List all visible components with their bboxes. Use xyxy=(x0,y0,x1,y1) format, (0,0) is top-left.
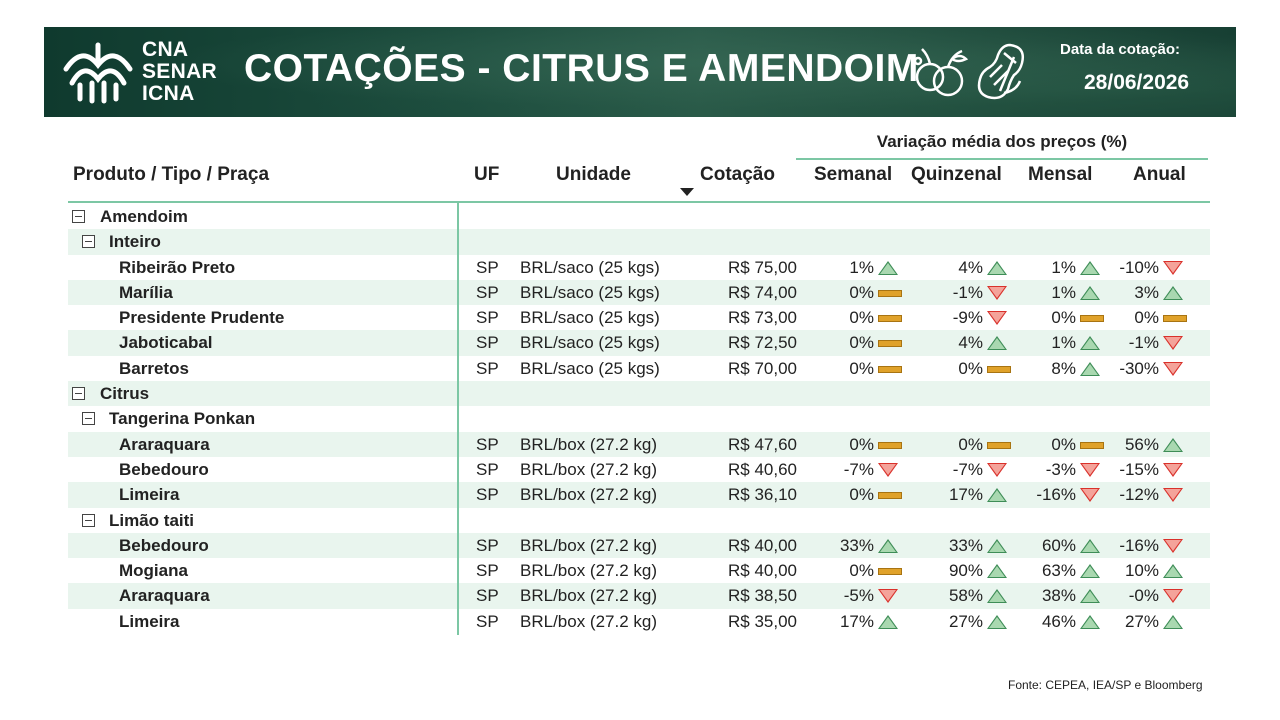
peanut-icon xyxy=(974,41,1030,103)
table-row xyxy=(68,255,1210,280)
page-title: COTAÇÕES - CITRUS E AMENDOIM xyxy=(244,47,919,90)
source-note: Fonte: CEPEA, IEA/SP e Bloomberg xyxy=(1008,678,1203,692)
price-cell: R$ 36,10 xyxy=(728,485,797,505)
table-row xyxy=(68,609,1210,634)
table-row xyxy=(68,280,1210,305)
price-cell: R$ 40,00 xyxy=(728,535,797,555)
flat-bar-icon xyxy=(878,290,902,297)
triangle-down-icon xyxy=(878,463,898,477)
uf-cell: SP xyxy=(476,535,499,555)
quinzenal-pct: -7% xyxy=(952,459,983,479)
unit-cell: BRL/box (27.2 kg) xyxy=(520,611,658,631)
mensal-pct: -16% xyxy=(1036,485,1076,505)
triangle-up-icon xyxy=(987,261,1007,275)
quinzenal-pct: 90% xyxy=(948,561,983,581)
semanal-pct: 0% xyxy=(849,282,874,302)
mensal-pct: 0% xyxy=(1051,308,1076,328)
row-label: Presidente Prudente xyxy=(119,308,285,328)
anual-pct: 3% xyxy=(1134,282,1159,302)
flat-bar-icon xyxy=(1080,315,1104,322)
column-header-anual[interactable]: Anual xyxy=(1133,164,1186,185)
variation-group-header: Variação média dos preços (%) xyxy=(796,132,1208,160)
unit-cell: BRL/saco (25 kgs) xyxy=(520,333,660,353)
triangle-up-icon xyxy=(1080,362,1100,376)
quinzenal-pct: -1% xyxy=(952,282,983,302)
mensal-pct: 60% xyxy=(1041,535,1076,555)
triangle-up-icon xyxy=(987,336,1007,350)
price-cell: R$ 38,50 xyxy=(728,586,797,606)
anual-pct: -30% xyxy=(1119,358,1159,378)
triangle-down-icon xyxy=(1163,261,1183,275)
row-label: Tangerina Ponkan xyxy=(109,409,256,429)
mensal-pct: 8% xyxy=(1051,358,1076,378)
row-label: Barretos xyxy=(119,358,189,378)
semanal-pct: -7% xyxy=(843,459,874,479)
quinzenal-pct: 17% xyxy=(948,485,983,505)
row-label: Jaboticabal xyxy=(119,333,213,353)
unit-cell: BRL/box (27.2 kg) xyxy=(520,535,658,555)
mensal-pct: 63% xyxy=(1041,561,1076,581)
triangle-up-icon xyxy=(1163,615,1183,629)
triangle-down-icon xyxy=(1080,463,1100,477)
anual-pct: -10% xyxy=(1119,257,1159,277)
semanal-pct: 0% xyxy=(849,308,874,328)
price-cell: R$ 35,00 xyxy=(728,611,797,631)
triangle-down-icon xyxy=(987,311,1007,325)
unit-cell: BRL/box (27.2 kg) xyxy=(520,561,658,581)
triangle-up-icon xyxy=(1163,286,1183,300)
price-cell: R$ 74,00 xyxy=(728,282,797,302)
table-row xyxy=(68,356,1210,381)
uf-cell: SP xyxy=(476,308,499,328)
unit-cell: BRL/saco (25 kgs) xyxy=(520,358,660,378)
uf-cell: SP xyxy=(476,611,499,631)
semanal-pct: 17% xyxy=(839,611,874,631)
triangle-down-icon xyxy=(1163,589,1183,603)
row-label: Marília xyxy=(119,282,173,302)
logo-text xyxy=(142,39,217,105)
flat-bar-icon xyxy=(987,442,1011,449)
row-label: Inteiro xyxy=(109,232,161,252)
date-value: 28/06/2026 xyxy=(1084,71,1190,94)
uf-cell: SP xyxy=(476,485,499,505)
row-label: Amendoim xyxy=(100,207,188,226)
triangle-down-icon xyxy=(987,286,1007,300)
quinzenal-pct: 58% xyxy=(948,586,983,606)
triangle-down-icon xyxy=(1163,336,1183,350)
price-cell: R$ 70,00 xyxy=(728,358,797,378)
column-header-semanal[interactable]: Semanal xyxy=(814,164,893,185)
unit-cell: BRL/saco (25 kgs) xyxy=(520,308,660,328)
triangle-up-icon xyxy=(1080,286,1100,300)
unit-cell: BRL/box (27.2 kg) xyxy=(520,586,658,606)
table-row xyxy=(68,432,1210,457)
logo-line: CNA xyxy=(142,38,189,61)
subgroup-row[interactable] xyxy=(68,229,1210,254)
collapse-icon[interactable] xyxy=(72,387,85,400)
column-header-mensal[interactable]: Mensal xyxy=(1028,164,1093,185)
uf-cell: SP xyxy=(476,586,499,606)
flat-bar-icon xyxy=(878,568,902,575)
triangle-up-icon xyxy=(1080,336,1100,350)
mensal-pct: 46% xyxy=(1041,611,1076,631)
uf-cell: SP xyxy=(476,358,499,378)
subgroup-row[interactable] xyxy=(68,508,1210,533)
quinzenal-pct: 33% xyxy=(948,535,983,555)
anual-pct: -12% xyxy=(1119,485,1159,505)
price-cell: R$ 40,60 xyxy=(728,459,797,479)
column-header-cotacao[interactable]: Cotação xyxy=(700,164,775,185)
triangle-down-icon xyxy=(1163,488,1183,502)
unit-cell: BRL/saco (25 kgs) xyxy=(520,282,660,302)
triangle-up-icon xyxy=(878,615,898,629)
mensal-pct: -3% xyxy=(1045,459,1076,479)
semanal-pct: 0% xyxy=(849,333,874,353)
unit-cell: BRL/box (27.2 kg) xyxy=(520,434,658,454)
triangle-up-icon xyxy=(1080,615,1100,629)
flat-bar-icon xyxy=(878,315,902,322)
logo-mark-icon xyxy=(62,39,134,105)
triangle-up-icon xyxy=(987,564,1007,578)
logo-line: SENAR xyxy=(142,60,218,83)
price-cell: R$ 73,00 xyxy=(728,308,797,328)
quinzenal-pct: 0% xyxy=(958,358,983,378)
sort-desc-icon[interactable] xyxy=(680,188,694,196)
triangle-up-icon xyxy=(987,589,1007,603)
table-row xyxy=(68,330,1210,355)
price-cell: R$ 40,00 xyxy=(728,561,797,581)
triangle-up-icon xyxy=(987,488,1007,502)
flat-bar-icon xyxy=(878,492,902,499)
semanal-pct: 33% xyxy=(839,535,874,555)
quinzenal-pct: 4% xyxy=(958,257,983,277)
anual-pct: 27% xyxy=(1124,611,1159,631)
table-row xyxy=(68,457,1210,482)
column-header-uf[interactable]: UF xyxy=(474,164,500,185)
quinzenal-pct: 0% xyxy=(958,434,983,454)
anual-pct: -15% xyxy=(1119,459,1159,479)
triangle-up-icon xyxy=(987,615,1007,629)
mensal-pct: 1% xyxy=(1051,282,1076,302)
collapse-icon[interactable] xyxy=(82,235,95,248)
logo-line: ICNA xyxy=(142,82,195,105)
row-label: Limeira xyxy=(119,611,180,631)
mensal-pct: 1% xyxy=(1051,257,1076,277)
table-body xyxy=(68,204,1210,634)
column-divider xyxy=(457,203,459,635)
row-label: Mogiana xyxy=(119,561,188,581)
quinzenal-pct: 27% xyxy=(948,611,983,631)
triangle-down-icon xyxy=(1163,539,1183,553)
flat-bar-icon xyxy=(878,340,902,347)
table-row xyxy=(68,558,1210,583)
triangle-up-icon xyxy=(878,539,898,553)
triangle-up-icon xyxy=(1080,539,1100,553)
triangle-up-icon xyxy=(1080,564,1100,578)
uf-cell: SP xyxy=(476,434,499,454)
row-label: Bebedouro xyxy=(119,535,209,555)
subgroup-row[interactable] xyxy=(68,406,1210,431)
anual-pct: 56% xyxy=(1124,434,1159,454)
column-header-unidade[interactable]: Unidade xyxy=(556,164,631,185)
row-label: Citrus xyxy=(100,384,150,404)
row-label: Limão taiti xyxy=(109,510,195,530)
row-label: Ribeirão Preto xyxy=(119,257,236,277)
uf-cell: SP xyxy=(476,333,499,353)
triangle-up-icon xyxy=(1163,438,1183,452)
anual-pct: -16% xyxy=(1119,535,1159,555)
triangle-down-icon xyxy=(987,463,1007,477)
anual-pct: 0% xyxy=(1134,308,1159,328)
uf-cell: SP xyxy=(476,282,499,302)
semanal-pct: 0% xyxy=(849,358,874,378)
table-row xyxy=(68,305,1210,330)
anual-pct: -0% xyxy=(1128,586,1159,606)
group-row[interactable] xyxy=(68,204,1210,229)
mensal-pct: 0% xyxy=(1051,434,1076,454)
triangle-down-icon xyxy=(878,589,898,603)
flat-bar-icon xyxy=(1080,442,1104,449)
triangle-down-icon xyxy=(1163,362,1183,376)
row-label: Limeira xyxy=(119,485,180,505)
row-label: Araraquara xyxy=(119,434,210,454)
triangle-up-icon xyxy=(1080,261,1100,275)
column-header-produto[interactable]: Produto / Tipo / Praça xyxy=(73,164,270,185)
triangle-up-icon xyxy=(987,539,1007,553)
mensal-pct: 38% xyxy=(1041,586,1076,606)
unit-cell: BRL/saco (25 kgs) xyxy=(520,257,660,277)
semanal-pct: 0% xyxy=(849,561,874,581)
semanal-pct: 0% xyxy=(849,434,874,454)
date-label: Data da cotação: xyxy=(1060,41,1181,58)
triangle-down-icon xyxy=(1080,488,1100,502)
quinzenal-pct: -9% xyxy=(952,308,983,328)
collapse-icon[interactable] xyxy=(82,514,95,527)
table-row xyxy=(68,583,1210,608)
unit-cell: BRL/box (27.2 kg) xyxy=(520,459,658,479)
row-label: Bebedouro xyxy=(119,459,209,479)
price-cell: R$ 75,00 xyxy=(728,257,797,277)
row-label: Araraquara xyxy=(119,586,210,606)
flat-bar-icon xyxy=(878,366,902,373)
column-header-quinzenal[interactable]: Quinzenal xyxy=(911,164,1002,185)
mensal-pct: 1% xyxy=(1051,333,1076,353)
flat-bar-icon xyxy=(987,366,1011,373)
uf-cell: SP xyxy=(476,459,499,479)
flat-bar-icon xyxy=(878,442,902,449)
semanal-pct: 0% xyxy=(849,485,874,505)
group-row[interactable] xyxy=(68,381,1210,406)
table-row xyxy=(68,482,1210,507)
table-row xyxy=(68,533,1210,558)
collapse-icon[interactable] xyxy=(72,210,85,223)
triangle-up-icon xyxy=(1163,564,1183,578)
fruit-icon xyxy=(908,41,970,103)
collapse-icon[interactable] xyxy=(82,412,95,425)
semanal-pct: 1% xyxy=(849,257,874,277)
unit-cell: BRL/box (27.2 kg) xyxy=(520,485,658,505)
uf-cell: SP xyxy=(476,561,499,581)
price-cell: R$ 47,60 xyxy=(728,434,797,454)
triangle-up-icon xyxy=(1080,589,1100,603)
quinzenal-pct: 4% xyxy=(958,333,983,353)
anual-pct: 10% xyxy=(1124,561,1159,581)
anual-pct: -1% xyxy=(1128,333,1159,353)
uf-cell: SP xyxy=(476,257,499,277)
triangle-down-icon xyxy=(1163,463,1183,477)
triangle-up-icon xyxy=(878,261,898,275)
header-banner xyxy=(44,27,1236,117)
semanal-pct: -5% xyxy=(843,586,874,606)
flat-bar-icon xyxy=(1163,315,1187,322)
header-divider xyxy=(68,201,1210,203)
price-cell: R$ 72,50 xyxy=(728,333,797,353)
